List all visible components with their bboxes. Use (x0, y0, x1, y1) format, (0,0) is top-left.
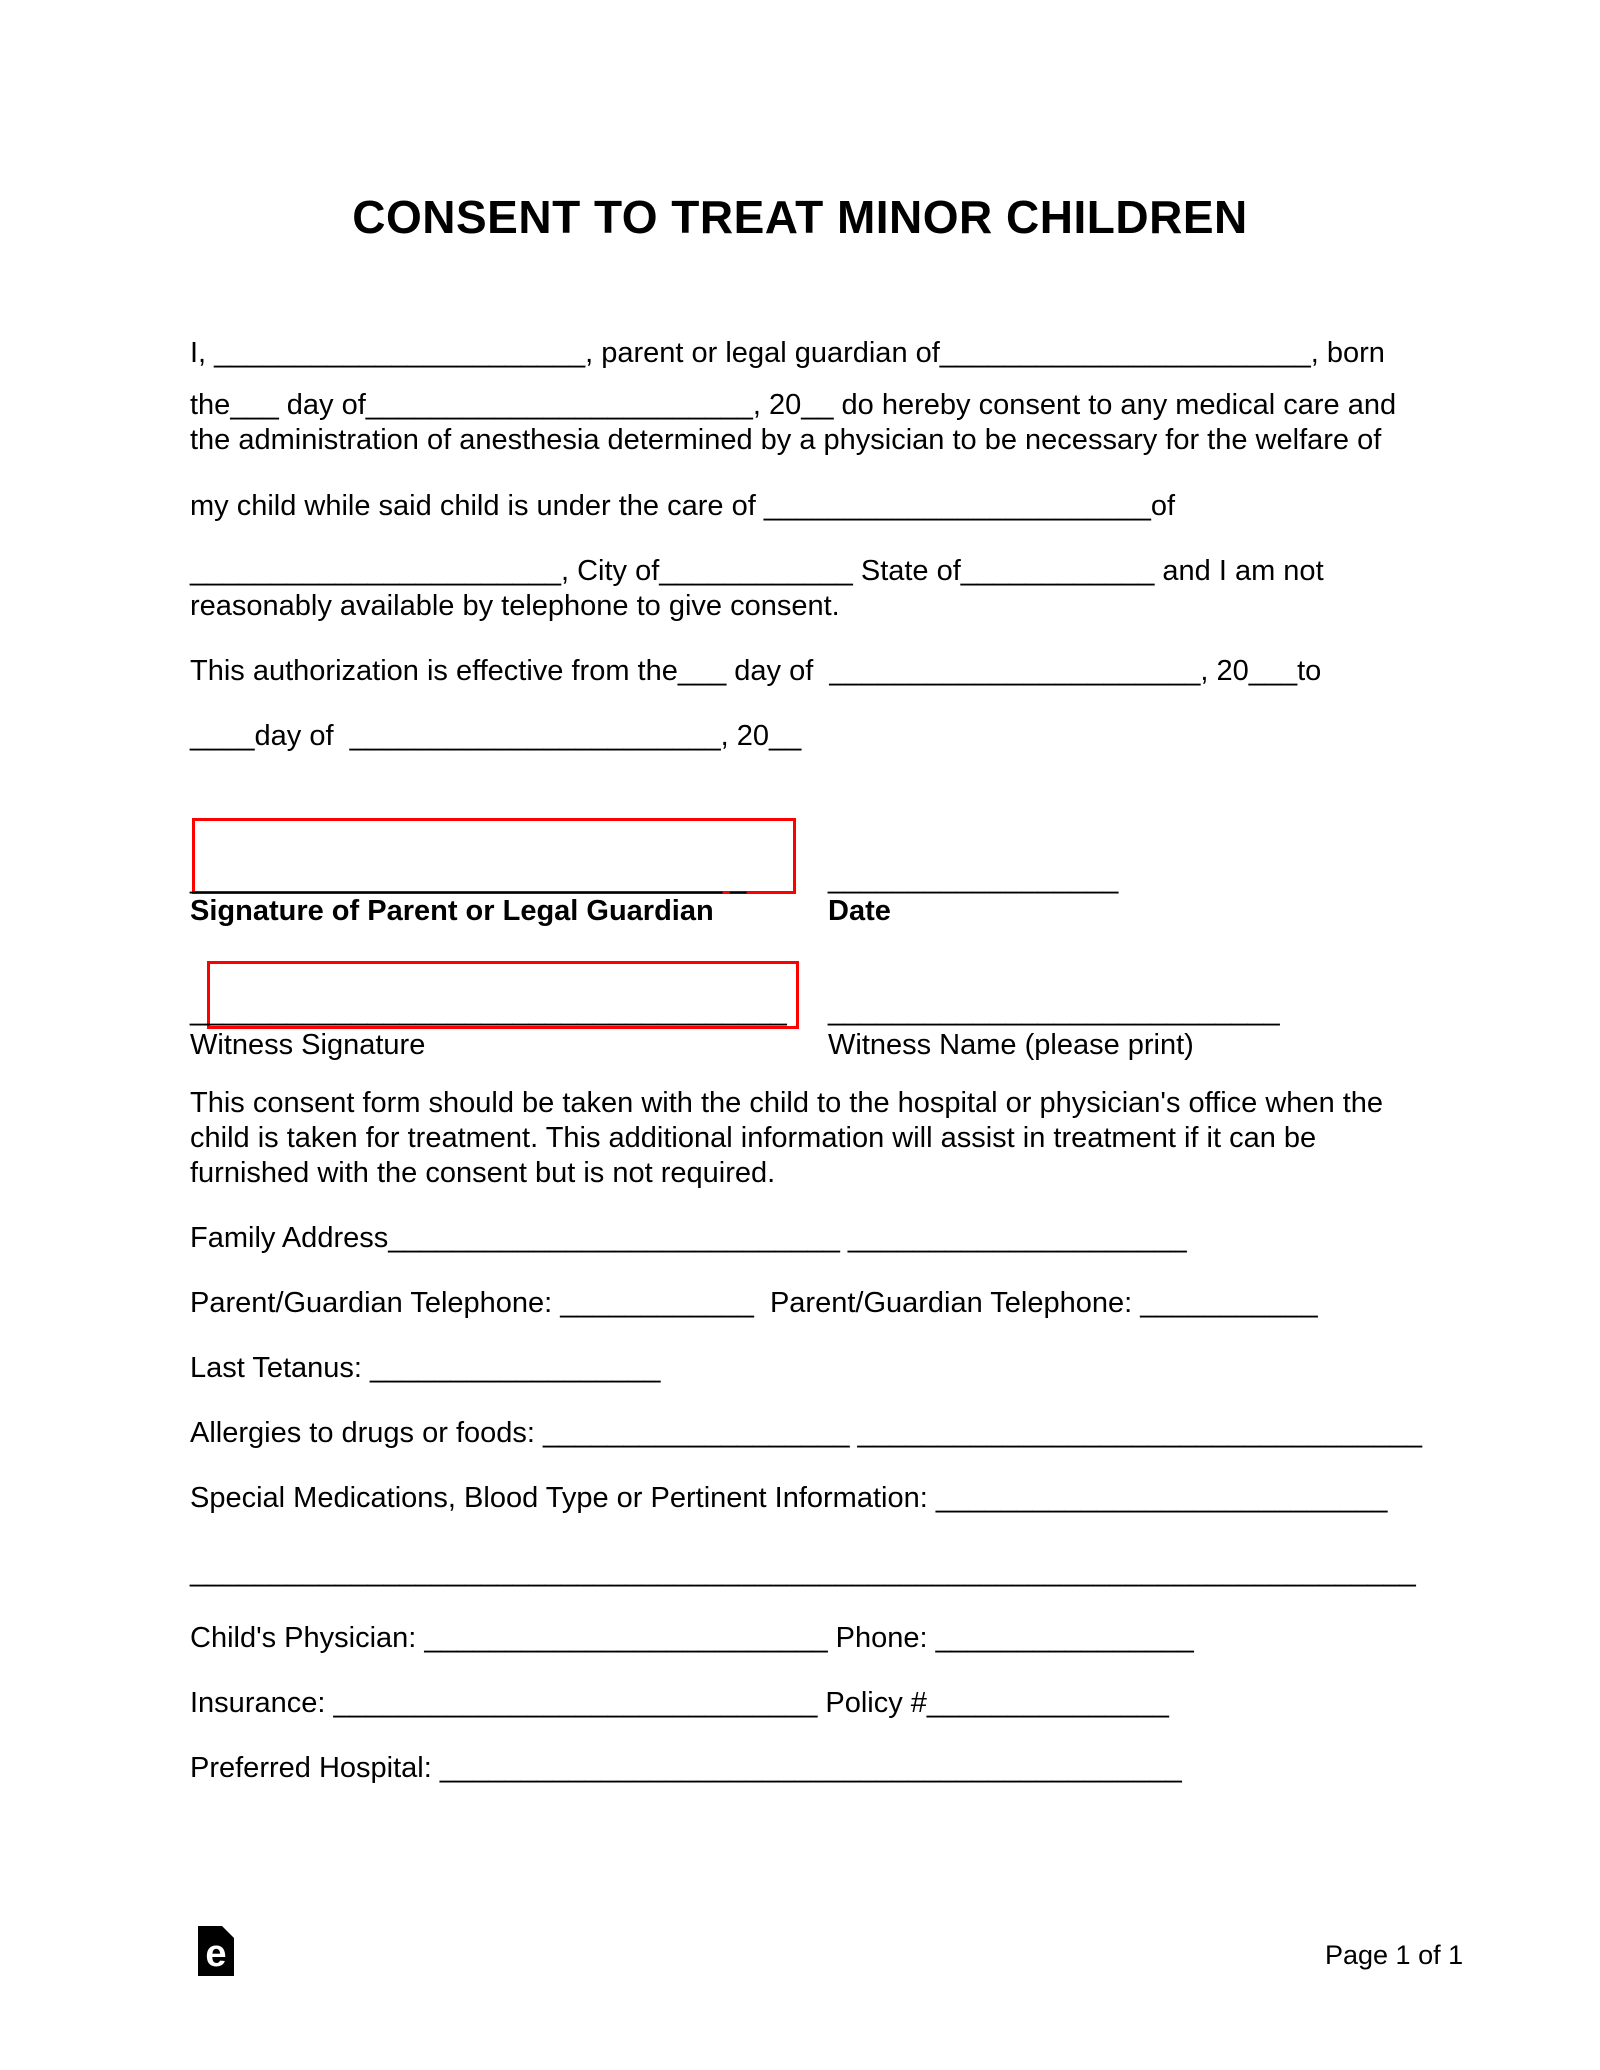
field-childs-physician-phone: Child's Physician: _________________________ Phone: ________________ (190, 1622, 1194, 1654)
field-insurance-policy: Insurance: ______________________________ Policy #_______________ (190, 1687, 1169, 1719)
eforms-logo-letter: e (205, 1933, 227, 1975)
witness-signature-line: _____________________________________ (190, 995, 787, 1027)
field-family-address: Family Address____________________________ _____________________ (190, 1222, 1187, 1254)
witness-signature-label: Witness Signature (190, 1029, 426, 1061)
form-text-line-8: ____day of _______________________, 20__ (190, 720, 802, 752)
eforms-logo (198, 1926, 234, 1976)
parent-signature-line: _________________________________ _ (190, 863, 747, 895)
field-continuation-line: ____________________________________________________________________________ (190, 1556, 1416, 1588)
form-text-line-1: I, _______________________, parent or legal guardian of_______________________, born (190, 337, 1385, 369)
info-note-line-1: This consent form should be taken with the child to the hospital or physician's office when the (190, 1087, 1384, 1119)
field-special-medications: Special Medications, Blood Type or Pertinent Information: ____________________________ (190, 1482, 1388, 1514)
witness-name-label: Witness Name (please print) (828, 1029, 1194, 1061)
info-note-line-2: child is taken for treatment. This additional information will assist in treatment if it can be (190, 1122, 1317, 1154)
form-text-line-5: _______________________, City of____________ State of____________ and I am not (190, 555, 1324, 587)
page-number: Page 1 of 1 (1325, 1940, 1464, 1970)
field-allergies: Allergies to drugs or foods: ___________________ ___________________________________ (190, 1417, 1423, 1449)
form-text-line-2: the___ day of________________________, 20__ do hereby consent to any medical care and (190, 389, 1397, 421)
parent-signature-label: Signature of Parent or Legal Guardian (190, 895, 714, 927)
date-line: __________________ (828, 863, 1119, 895)
form-text-line-4: my child while said child is under the care of ________________________of (190, 490, 1176, 522)
field-parent-guardian-telephone: Parent/Guardian Telephone: ____________ Parent/Guardian Telephone: ___________ (190, 1287, 1318, 1319)
witness-name-line: ____________________________ (828, 995, 1280, 1027)
form-text-line-3: the administration of anesthesia determined by a physician to be necessary for the welfare of (190, 424, 1382, 456)
field-preferred-hospital: Preferred Hospital: ______________________________________________ (190, 1752, 1182, 1784)
page-title: CONSENT TO TREAT MINOR CHILDREN (352, 191, 1248, 243)
date-label: Date (828, 895, 891, 927)
info-note-line-3: furnished with the consent but is not required. (190, 1157, 776, 1189)
field-last-tetanus: Last Tetanus: __________________ (190, 1352, 661, 1384)
form-text-line-7: This authorization is effective from the___ day of _______________________, 20___to (190, 655, 1322, 687)
form-text-line-6: reasonably available by telephone to give consent. (190, 590, 840, 622)
